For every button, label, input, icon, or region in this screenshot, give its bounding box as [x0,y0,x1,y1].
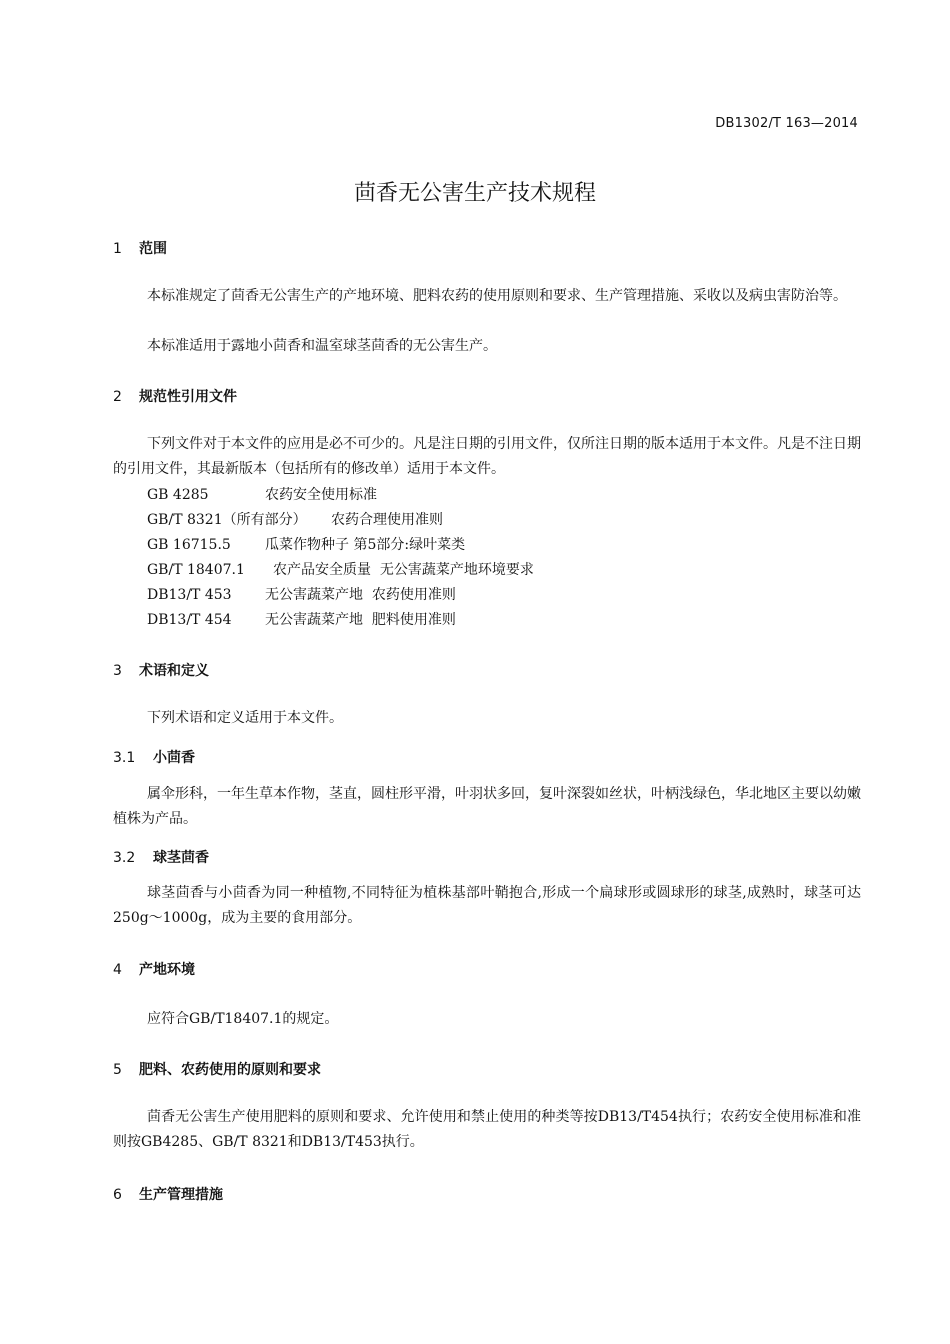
paragraph: 本标准适用于露地小茴香和温室球茎茴香的无公害生产。 [147,338,497,354]
section-title: 范围 [139,241,167,257]
reference-item [147,584,456,604]
reference-item [147,509,443,529]
reference-name: 农产品安全质量 无公害蔬菜产地环境要求 [273,562,534,578]
reference-item [147,559,534,579]
paragraph: 应符合GB/T18407.1的规定。 [147,1011,339,1027]
reference-name: 无公害蔬菜产地 农药使用准则 [265,587,456,603]
section-title: 规范性引用文件 [139,389,237,405]
reference-name: 农药安全使用标准 [265,487,377,503]
paragraph: 茴香无公害生产使用肥料的原则和要求、允许使用和禁止使用的种类等按DB13/T454执行；农药安全使用标准和准则按GB4285、GB/T 8321和DB13/T453执行。 [113,1109,861,1150]
reference-name: 农药合理使用准则 [331,512,443,528]
subsection-heading-3-1 [113,747,195,767]
section-number: 5 [113,1062,122,1078]
reference-code: DB13/T 453 [147,587,232,603]
reference-item [147,609,456,629]
reference-code: GB 16715.5 [147,537,231,553]
reference-item [147,484,377,504]
reference-code: DB13/T 454 [147,612,232,628]
section-number: 4 [113,962,122,978]
reference-code: GB/T 18407.1 [147,562,245,578]
paragraph: 下列文件对于本文件的应用是必不可少的。凡是注日期的引用文件，仅所注日期的版本适用于本文件。凡是不注日期的引用文件，其最新版本（包括所有的修改单）适用于本文件。 [113,436,861,477]
subsection-number: 3.2 [113,850,136,866]
section-number: 1 [113,241,122,257]
section-heading-6 [113,1184,223,1204]
reference-code: GB/T 8321（所有部分） [147,512,307,528]
reference-code: GB 4285 [147,487,209,503]
section-number: 2 [113,389,122,405]
paragraph: 本标准规定了茴香无公害生产的产地环境、肥料农药的使用原则和要求、生产管理措施、采收以及病虫害防治等。 [147,288,847,304]
section-number: 6 [113,1187,122,1203]
subsection-title: 小茴香 [153,750,195,766]
section-heading-1 [113,238,167,258]
section-title: 术语和定义 [139,663,209,679]
section-title: 生产管理措施 [139,1187,223,1203]
section-heading-3 [113,660,209,680]
subsection-heading-3-2 [113,847,209,867]
reference-name: 瓜菜作物种子 第5部分:绿叶菜类 [265,537,466,553]
paragraph: 下列术语和定义适用于本文件。 [147,710,343,726]
subsection-number: 3.1 [113,750,136,766]
section-heading-4 [113,959,195,979]
section-heading-2 [113,386,237,406]
reference-item [147,534,465,554]
section-title: 产地环境 [139,962,195,978]
paragraph: 球茎茴香与小茴香为同一种植物,不同特征为植株基部叶鞘抱合,形成一个扁球形或圆球形的球茎,成熟时，球茎可达250g～1000g，成为主要的食用部分。 [113,885,861,926]
section-title: 肥料、农药使用的原则和要求 [139,1062,321,1078]
section-number: 3 [113,663,122,679]
standard-code: DB1302/T 163—2014 [715,116,858,131]
reference-name: 无公害蔬菜产地 肥料使用准则 [265,612,456,628]
document-title: 茴香无公害生产技术规程 [353,181,596,206]
section-heading-5 [113,1059,321,1079]
subsection-title: 球茎茴香 [153,850,209,866]
paragraph: 属伞形科，一年生草本作物，茎直，圆柱形平滑，叶羽状多回，复叶深裂如丝状，叶柄浅绿色，华北地区主要以幼嫩植株为产品。 [113,786,861,827]
